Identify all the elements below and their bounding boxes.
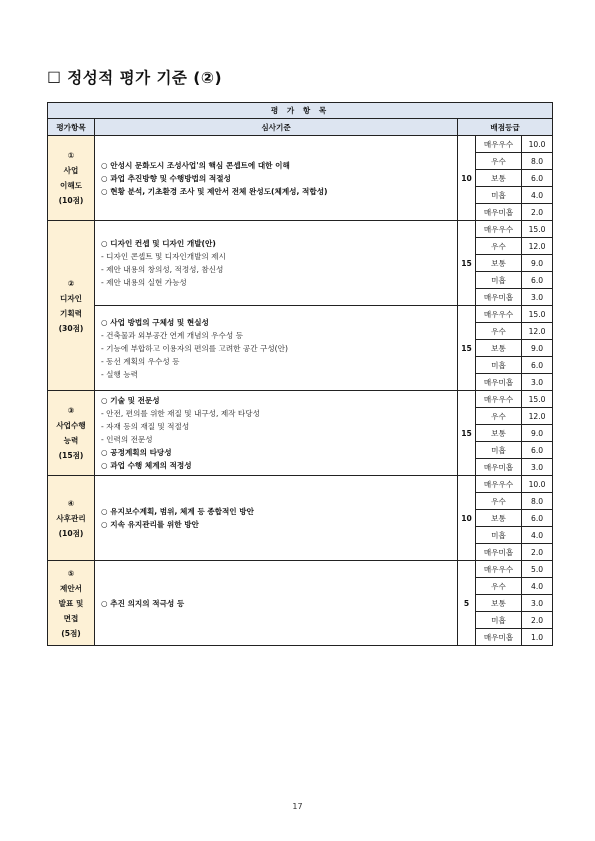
grade-score: 12.0 xyxy=(522,323,553,340)
grade-score: 15.0 xyxy=(522,306,553,323)
points-cell: 5 xyxy=(458,561,476,646)
grade-label: 매우미흡 xyxy=(476,374,522,391)
category-label-line: (15점) xyxy=(58,451,84,460)
grade-score: 4.0 xyxy=(522,187,553,204)
grade-score: 2.0 xyxy=(522,544,553,561)
criteria-line: ○ 현황 분석, 기초환경 조사 및 제안서 전체 완성도(체계성, 적합성) xyxy=(101,186,328,196)
grade-score: 15.0 xyxy=(522,391,553,408)
grade-label: 미흡 xyxy=(476,187,522,204)
col-header-category: 평가항목 xyxy=(48,119,95,136)
grade-label: 우수 xyxy=(476,323,522,340)
grade-label: 매우우수 xyxy=(476,306,522,323)
grade-label: 미흡 xyxy=(476,612,522,629)
grade-score: 12.0 xyxy=(522,408,553,425)
grade-label: 보통 xyxy=(476,510,522,527)
criteria-cell xyxy=(95,476,458,561)
table-title: 평 가 항 목 xyxy=(48,103,553,119)
category-label-line: 디자인 xyxy=(59,293,82,303)
grade-score: 4.0 xyxy=(522,527,553,544)
criteria-line: - 동선 계획의 우수성 등 xyxy=(101,356,180,366)
grade-label: 우수 xyxy=(476,578,522,595)
grade-label: 미흡 xyxy=(476,357,522,374)
points-cell: 10 xyxy=(458,476,476,561)
grade-label: 매우우수 xyxy=(476,136,522,153)
category-cell xyxy=(48,561,95,646)
category-label-line: ④ xyxy=(67,498,75,508)
grade-score: 8.0 xyxy=(522,153,553,170)
category-label-line: 사업 xyxy=(63,166,79,175)
grade-score: 6.0 xyxy=(522,170,553,187)
grade-label: 보통 xyxy=(476,340,522,357)
grade-score: 6.0 xyxy=(522,510,553,527)
table-row xyxy=(48,476,553,493)
category-cell xyxy=(48,391,95,476)
criteria-line: ○ 과업 추진방향 및 수행방법의 적절성 xyxy=(101,173,231,183)
grade-label: 매우미흡 xyxy=(476,289,522,306)
criteria-line: - 인력의 전문성 xyxy=(101,435,153,444)
category-label-line: ⑤ xyxy=(67,568,75,578)
grade-score: 9.0 xyxy=(522,425,553,442)
criteria-line: ○ 지속 유지관리를 위한 방안 xyxy=(101,520,199,529)
criteria-cell xyxy=(95,221,458,306)
grade-score: 3.0 xyxy=(522,289,553,306)
grade-label: 보통 xyxy=(476,425,522,442)
grade-label: 보통 xyxy=(476,170,522,187)
grade-score: 10.0 xyxy=(522,476,553,493)
grade-score: 6.0 xyxy=(522,442,553,459)
category-label-line: 면접 xyxy=(63,613,79,623)
section-title: ☐ 정성적 평가 기준 (②) xyxy=(47,69,223,87)
criteria-line: ○ 추진 의지의 적극성 등 xyxy=(101,598,185,608)
grade-score: 15.0 xyxy=(522,221,553,238)
category-cell xyxy=(48,136,95,221)
criteria-line: - 자재 등의 재질 및 적절성 xyxy=(101,422,190,431)
points-cell: 10 xyxy=(458,136,476,221)
grade-score: 6.0 xyxy=(522,357,553,374)
grade-label: 매우우수 xyxy=(476,561,522,578)
col-header-grade: 배점등급 xyxy=(458,119,553,136)
category-label-line: (10점) xyxy=(58,196,84,205)
grade-label: 보통 xyxy=(476,595,522,612)
grade-label: 우수 xyxy=(476,153,522,170)
grade-label: 매우우수 xyxy=(476,221,522,238)
category-label-line: 사업수행 xyxy=(56,421,86,430)
category-label-line: (10점) xyxy=(58,528,84,538)
criteria-line: ○ 사업 방법의 구체성 및 현실성 xyxy=(101,317,209,327)
criteria-cell xyxy=(95,136,458,221)
evaluation-table xyxy=(47,102,553,646)
table-row xyxy=(48,391,553,408)
grade-label: 매우우수 xyxy=(476,476,522,493)
grade-score: 9.0 xyxy=(522,340,553,357)
criteria-line: - 안전, 편의를 위한 재질 및 내구성, 제작 타당성 xyxy=(101,409,260,418)
grade-score: 8.0 xyxy=(522,493,553,510)
grade-score: 9.0 xyxy=(522,255,553,272)
criteria-line: - 제안 내용의 실현 가능성 xyxy=(101,278,187,287)
grade-score: 5.0 xyxy=(522,561,553,578)
category-label-line: 능력 xyxy=(63,436,79,445)
criteria-cell xyxy=(95,561,458,646)
grade-label: 우수 xyxy=(476,408,522,425)
grade-score: 2.0 xyxy=(522,204,553,221)
table-row xyxy=(48,221,553,238)
category-label-line: 발표 및 xyxy=(58,598,84,608)
category-label-line: 제안서 xyxy=(59,583,82,593)
grade-label: 우수 xyxy=(476,493,522,510)
points-cell: 15 xyxy=(458,391,476,476)
criteria-line: - 건축물과 외부공간 연계 개념의 우수성 등 xyxy=(101,330,243,340)
grade-score: 2.0 xyxy=(522,612,553,629)
criteria-line: - 제안 내용의 창의성, 적정성, 참신성 xyxy=(101,265,224,274)
category-label-line: ② xyxy=(67,278,75,288)
criteria-line: ○ 과업 수행 체계의 적정성 xyxy=(101,461,192,470)
criteria-line: - 디자인 콘셉트 및 디자인개발의 제시 xyxy=(101,252,226,261)
category-label-line: ③ xyxy=(67,406,75,415)
grade-score: 3.0 xyxy=(522,374,553,391)
grade-score: 3.0 xyxy=(522,595,553,612)
criteria-line: - 실행 능력 xyxy=(101,369,138,379)
grade-label: 미흡 xyxy=(476,442,522,459)
grade-label: 보통 xyxy=(476,255,522,272)
category-label-line: (30점) xyxy=(58,323,84,333)
category-label-line: (5점) xyxy=(61,628,81,638)
criteria-cell xyxy=(95,306,458,391)
grade-score: 4.0 xyxy=(522,578,553,595)
grade-score: 1.0 xyxy=(522,629,553,646)
grade-label: 매우미흡 xyxy=(476,629,522,646)
category-label-line: 이해도 xyxy=(59,181,82,190)
criteria-line: ○ 기술 및 전문성 xyxy=(101,396,160,405)
grade-score: 3.0 xyxy=(522,459,553,476)
criteria-cell xyxy=(95,391,458,476)
col-header-criteria: 심사기준 xyxy=(95,119,458,136)
grade-label: 매우미흡 xyxy=(476,544,522,561)
table-row xyxy=(48,136,553,153)
category-label-line: 기획력 xyxy=(59,308,82,318)
points-cell: 15 xyxy=(458,306,476,391)
category-cell xyxy=(48,221,95,391)
grade-score: 10.0 xyxy=(522,136,553,153)
grade-label: 매우우수 xyxy=(476,391,522,408)
table-row xyxy=(48,561,553,578)
grade-label: 매우미흡 xyxy=(476,204,522,221)
points-cell: 15 xyxy=(458,221,476,306)
criteria-line: ○ 디자인 컨셉 및 디자인 개발(안) xyxy=(101,239,216,248)
criteria-line: ○ 유지보수계획, 범위, 체계 등 종합적인 방안 xyxy=(101,507,254,516)
category-label-line: ① xyxy=(67,151,75,160)
category-cell xyxy=(48,476,95,561)
criteria-line: ○ 안성시 문화도시 조성사업'의 핵심 콘셉트에 대한 이해 xyxy=(101,160,290,170)
page-number: 17 xyxy=(292,802,303,811)
grade-score: 12.0 xyxy=(522,238,553,255)
category-label-line: 사후관리 xyxy=(56,513,86,523)
grade-label: 미흡 xyxy=(476,272,522,289)
grade-label: 우수 xyxy=(476,238,522,255)
table-row xyxy=(48,306,553,323)
criteria-line: ○ 공정계획의 타당성 xyxy=(101,448,172,457)
grade-label: 미흡 xyxy=(476,527,522,544)
grade-score: 6.0 xyxy=(522,272,553,289)
grade-label: 매우미흡 xyxy=(476,459,522,476)
criteria-line: - 기능에 부합하고 이용자의 편의를 고려한 공간 구성(안) xyxy=(101,343,288,353)
